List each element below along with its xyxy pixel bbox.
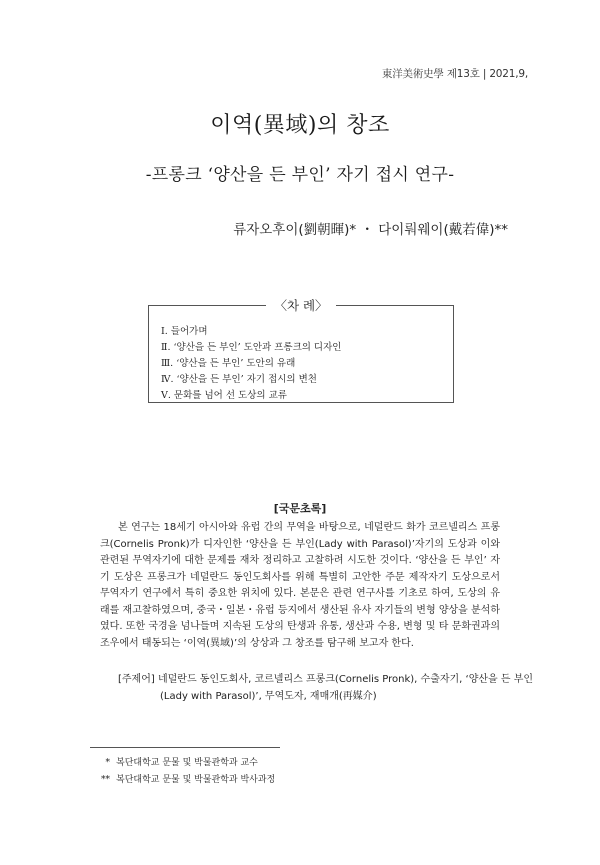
toc-item: Ⅴ. 문화를 넘어 선 도상의 교류 xyxy=(161,390,287,401)
abstract-heading: [국문초록] xyxy=(273,502,327,515)
footnote-text: 복단대학교 문물 및 박물관학과 박사과정 xyxy=(116,775,276,785)
keywords-label: [주제어] xyxy=(118,674,155,685)
table-of-contents xyxy=(148,298,454,403)
toc-list xyxy=(161,324,341,404)
keywords-text: 네덜란드 동인도회사, 코르넬리스 프롱크(Cornelis Pronk), 수출자기, ‘양산을 든 부인(Lady with Parasol)’, 무역도자, 재매개(再媒介) xyxy=(157,674,534,702)
toc-heading-text: 〈차 례〉 xyxy=(266,298,335,313)
paper-title: 이역(異域)의 창조 xyxy=(210,113,390,138)
footnote-1 xyxy=(90,755,258,768)
toc-item: Ⅲ. ‘양산을 든 부인’ 도안의 유래 xyxy=(161,358,296,369)
keywords xyxy=(118,672,550,705)
author-line: 류자오후이(劉朝暉)* ・ 다이뤄웨이(戴若偉)** xyxy=(233,222,508,238)
footnote-mark: * xyxy=(105,758,110,768)
toc-item: Ⅱ. ‘양산을 든 부인’ 도안과 프롱크의 디자인 xyxy=(161,342,342,353)
footnote-divider xyxy=(90,747,280,748)
journal-header: 東洋美術史學 제13호 | 2021,9, xyxy=(381,68,528,80)
paper-subtitle: -프롱크 ‘양산을 든 부인’ 자기 접시 연구- xyxy=(145,165,455,185)
toc-item: Ⅳ. ‘양산을 든 부인’ 자기 접시의 변천 xyxy=(161,374,317,385)
abstract-body: 본 연구는 18세기 아시아와 유럽 간의 무역을 바탕으로, 네덜란드 화가 코르넬리스 프롱크(Cornelis Pronk)가 디자인한 ‘양산을 든 부인(Lady with Parasol)’자기의 도상과 이와 관련된 무역자기에 대한 문제를 재차 정리하고 고찰하려 시도한 것이다. ‘양산을 든 부인’ 자기 도상은 프롱크가 네덜란드 동인도회사를 위해 특별히 고안한 주문 제작자기 도상으로서 무역자기 연구에서 특히 중요한 위치에 있다. 본문은 관련 연구사를 기초로 하여, 도상의 유래를 재고찰하였으며, 중국・일본・유럽 등지에서 생산된 유사 자기들의 변형 양상을 분석하였다. 또한 국경을 넘나들며 지속된 도상의 탄생과 유통, 생산과 수용, 변형 및 타 문화권과의 조우에서 태동되는 ‘이역(異域)’의 상상과 그 창조를 탐구해 보고자 한다. xyxy=(100,522,500,649)
toc-heading xyxy=(149,296,453,314)
footnote-text: 복단대학교 문물 및 박물관학과 교수 xyxy=(116,758,258,768)
footnote-mark: ** xyxy=(101,775,110,785)
toc-item: Ⅰ. 들어가며 xyxy=(161,326,208,337)
footnote-2 xyxy=(90,772,275,785)
